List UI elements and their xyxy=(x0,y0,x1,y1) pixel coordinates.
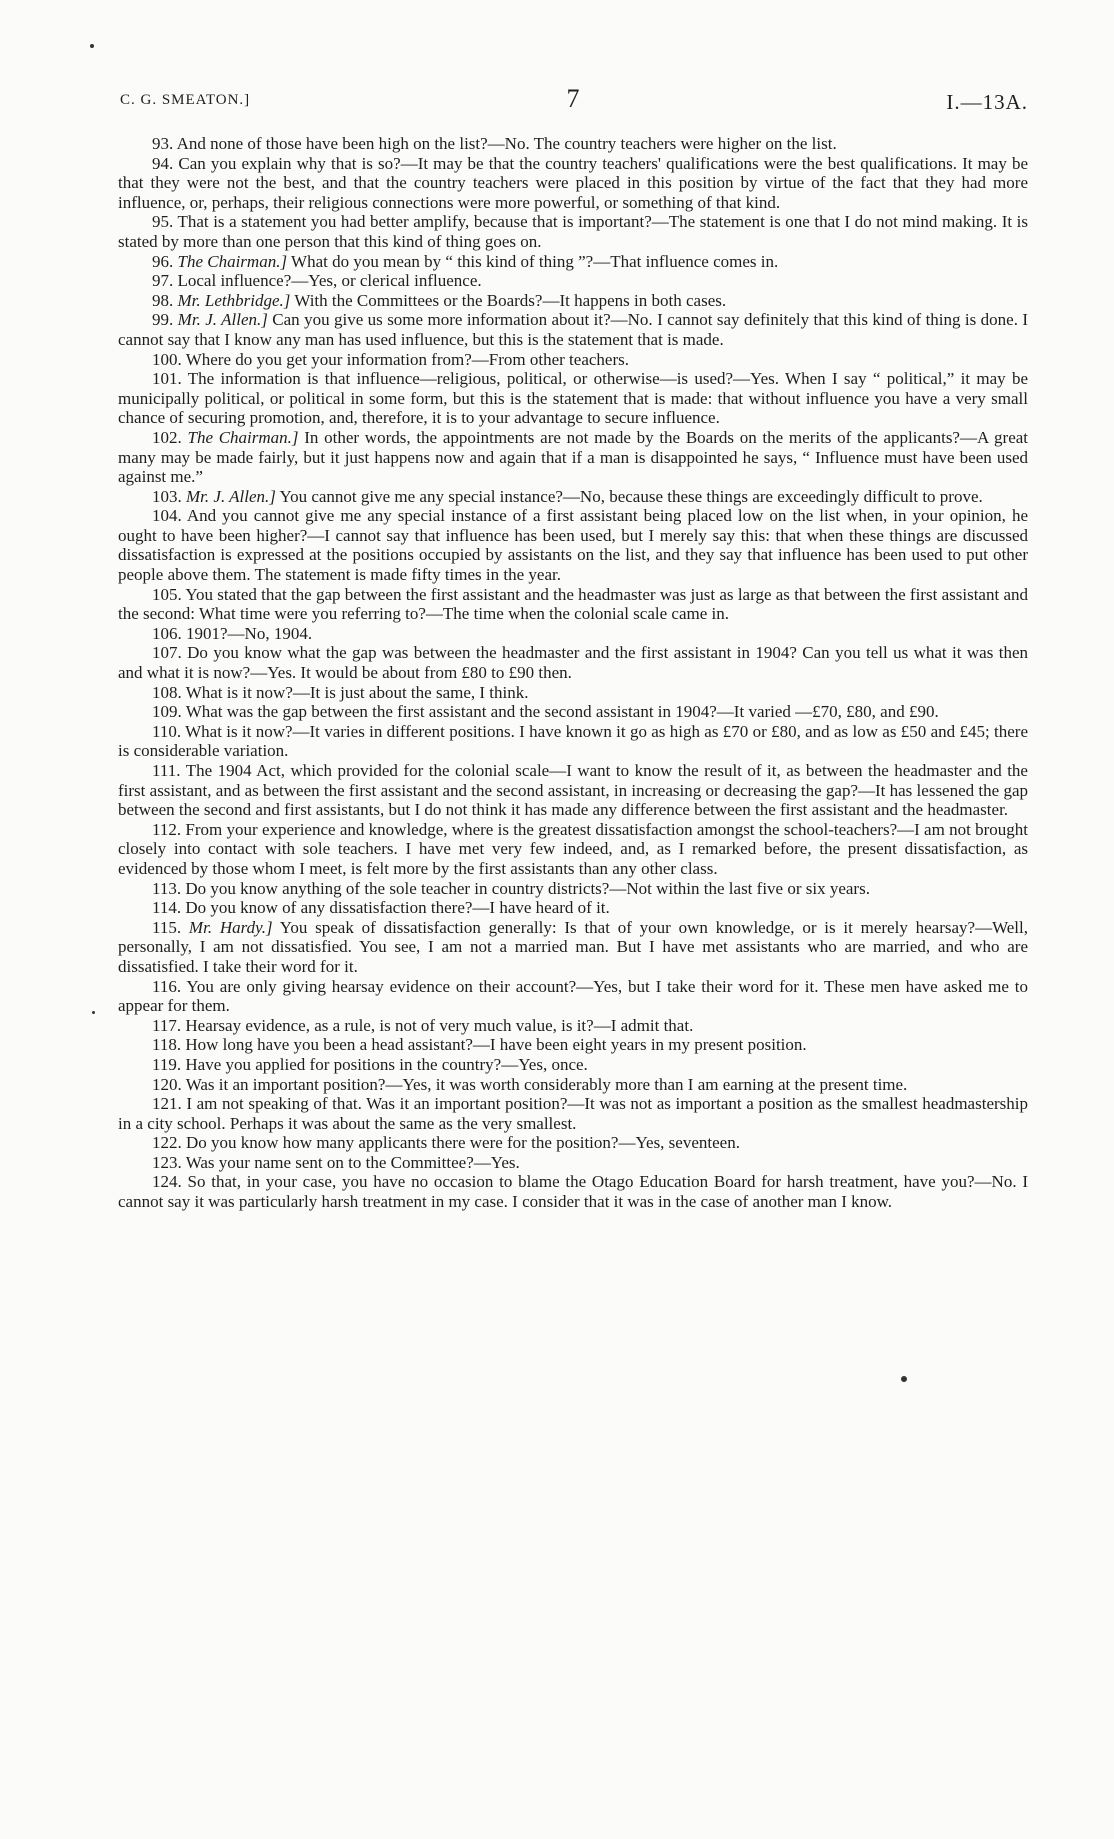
ink-speck xyxy=(90,44,94,48)
speaker-name: Mr. J. Allen.] xyxy=(186,486,276,506)
question-paragraph xyxy=(118,624,1028,644)
question-number: 124. xyxy=(152,1172,182,1192)
question-number: 95. xyxy=(152,212,174,232)
question-number: 99. xyxy=(152,310,174,330)
question-paragraph xyxy=(118,722,1028,761)
question-paragraph xyxy=(118,683,1028,703)
question-text: 1901?—No, 1904. xyxy=(186,623,313,643)
question-text: You stated that the gap between the first assistant and the headmaster was just as large as that between the first assistant and the second: What time were you referring to?—The time when the colonial scale came in. xyxy=(118,584,1029,624)
question-number: 108. xyxy=(152,682,182,702)
question-number: 120. xyxy=(152,1074,182,1094)
question-paragraph xyxy=(118,428,1028,487)
question-paragraph xyxy=(118,350,1028,370)
question-paragraph xyxy=(118,212,1028,251)
question-number: 119. xyxy=(152,1054,182,1074)
question-text: Do you know of any dissatisfaction there?—I have heard of it. xyxy=(185,898,610,918)
question-text: And none of those have been high on the list?—No. The country teachers were higher on the list. xyxy=(176,134,837,153)
question-paragraph xyxy=(118,1094,1028,1133)
question-paragraph xyxy=(118,1172,1028,1211)
question-paragraph xyxy=(118,820,1028,879)
question-number: 116. xyxy=(152,976,182,996)
question-paragraph xyxy=(118,506,1028,584)
question-text: Can you explain why that is so?—It may be that the country teachers' qualifications were the best qualifications. It may be that they were not the best, and that the country teachers were placed in this position by virtue of the fact that they had more influence, or, perhaps, their religious connections were more powerful, or something of that kind. xyxy=(118,153,1028,212)
question-text: The information is that influence—religious, political, or otherwise—is used?—Yes. When I say “ political,” it may be municipally political, or political in some form, but this is the statement that is made: that without influence you have a very small chance of securing promotion, and, therefore, it is to your advantage to secure influence. xyxy=(118,369,1028,428)
question-text: What is it now?—It is just about the same, I think. xyxy=(185,682,529,702)
question-text: Was it an important position?—Yes, it was worth considerably more than I am earning at the present time. xyxy=(185,1074,908,1094)
speaker-name: The Chairman.] xyxy=(187,427,299,447)
question-paragraph xyxy=(118,291,1028,311)
question-number: 103. xyxy=(152,486,182,506)
speaker-name: Mr. J. Allen.] xyxy=(177,310,268,330)
question-number: 117. xyxy=(152,1015,182,1035)
speaker-name: Mr. Hardy.] xyxy=(188,917,273,937)
question-number: 122. xyxy=(152,1133,182,1153)
question-paragraph xyxy=(118,1075,1028,1095)
question-number: 115. xyxy=(152,917,182,937)
question-number: 113. xyxy=(152,878,182,898)
question-text: Do you know how many applicants there were for the position?—Yes, seventeen. xyxy=(186,1133,740,1153)
question-paragraph xyxy=(118,252,1028,272)
question-paragraph xyxy=(118,585,1028,624)
question-text: And you cannot give me any special instance of a first assistant being placed low on the list when, in your opinion, he ought to have been higher?—I cannot say that influence has been used, but I merely say this: that when these things are discussed dissatisfaction is expressed at the positions occupied by assistants on the list, and they say that influence has been used to put other people above them. The statement is made fifty times in the year. xyxy=(118,506,1028,585)
question-paragraph xyxy=(118,271,1028,291)
question-text: Can you give us some more information about it?—No. I cannot say definitely that this kind of thing is done. I cannot say that I know any man has used influence, but this is the statement that is made. xyxy=(118,310,1029,349)
question-text: What do you mean by “ this kind of thing ”?—That influence comes in. xyxy=(291,251,779,271)
question-number: 118. xyxy=(152,1035,182,1055)
question-paragraph xyxy=(118,154,1028,213)
question-paragraph xyxy=(118,977,1028,1016)
document-reference: I.—13A. xyxy=(946,90,1028,114)
question-text: You are only giving hearsay evidence on their account?—Yes, but I take their word for it. These men have asked me to appear for them. xyxy=(118,976,1028,1016)
question-text: That is a statement you had better amplify, because that is important?—The statement is one that I do not mind making. It is stated by more than one person that this kind of thing goes on. xyxy=(118,212,1028,251)
question-text: You speak of dissatisfaction generally: Is that of your own knowledge, or is it merely hearsay?—Well, personally, I am not dissatisfied. You see, I am not a married man. But I have met assistants who are married, and who are dissatisfied. I take their word for it. xyxy=(118,917,1028,976)
question-number: 112. xyxy=(152,819,182,839)
question-paragraph xyxy=(118,1035,1028,1055)
question-text: Hearsay evidence, as a rule, is not of very much value, is it?—I admit that. xyxy=(185,1015,694,1035)
question-text: I am not speaking of that. Was it an important position?—It was not as important a position as the smallest headmastership in a city school. Perhaps it was about the same as the very smallest. xyxy=(118,1094,1028,1133)
question-text: How long have you been a head assistant?—I have been eight years in my present position. xyxy=(185,1035,807,1055)
question-paragraph xyxy=(118,1133,1028,1153)
ink-speck xyxy=(901,1376,907,1382)
question-text: Was your name sent on to the Committee?—Yes. xyxy=(185,1152,520,1172)
question-text: In other words, the appointments are not made by the Boards on the merits of the applicants?—A great many may be made fairly, but it just happens now and again that if a man is disappointed he says, “ Influence must have been used against me.” xyxy=(118,427,1029,487)
question-number: 94. xyxy=(152,153,174,173)
page-number: 7 xyxy=(566,84,580,113)
question-number: 100. xyxy=(152,349,182,369)
question-number: 111. xyxy=(152,761,181,780)
question-text: With the Committees or the Boards?—It happens in both cases. xyxy=(294,290,727,310)
speaker-name: Mr. Lethbridge.] xyxy=(177,290,291,310)
speaker-name: The Chairman.] xyxy=(177,251,288,271)
question-text: The 1904 Act, which provided for the colonial scale—I want to know the result of it, as between the headmaster and the first assistant, and as between the first assistant and the second assistant, in increasing or decreasing the gap?—It has lessened the gap between the second and first assistants, but I do not think it has made any difference between the first assistant and the headmaster. xyxy=(118,761,1028,820)
question-number: 98. xyxy=(152,290,174,310)
question-number: 110. xyxy=(152,721,182,741)
question-paragraph xyxy=(118,898,1028,918)
question-text: Local influence?—Yes, or clerical influence. xyxy=(177,271,482,291)
question-number: 106. xyxy=(152,623,182,643)
question-number: 121. xyxy=(152,1094,182,1114)
question-text: Do you know what the gap was between the headmaster and the first assistant in 1904? Can you tell us what it was then and what it is now?—Yes. It would be about from £80 to £90 then. xyxy=(118,643,1028,683)
evidence-text xyxy=(118,134,1028,1212)
question-number: 101. xyxy=(152,369,182,389)
question-text: You cannot give me any special instance?—No, because these things are exceedingly difficult to prove. xyxy=(279,486,983,506)
question-text: So that, in your case, you have no occasion to blame the Otago Education Board for harsh treatment, have you?—No. I cannot say it was particularly harsh treatment in my case. I consider that it was in the case of another man I know. xyxy=(118,1172,1029,1212)
question-paragraph xyxy=(118,369,1028,428)
question-number: 104. xyxy=(152,506,182,526)
question-number: 93. xyxy=(152,134,174,153)
question-number: 107. xyxy=(152,643,182,663)
question-number: 102. xyxy=(152,427,182,447)
question-number: 97. xyxy=(152,271,174,291)
question-paragraph xyxy=(118,761,1028,820)
ink-speck xyxy=(92,1011,95,1014)
question-paragraph xyxy=(118,643,1028,682)
question-text: Do you know anything of the sole teacher in country districts?—Not within the last five or six years. xyxy=(185,878,870,898)
question-paragraph xyxy=(118,1153,1028,1173)
question-text: From your experience and knowledge, where is the greatest dissatisfaction amongst the school-teachers?—I am not brought closely into contact with sole teachers. I have met very few indeed, and, as I remarked before, the present dissatisfaction, as evidenced by those whom I meet, is felt more by the first assistants than any other class. xyxy=(118,819,1028,878)
question-text: Where do you get your information from?—From other teachers. xyxy=(185,349,629,369)
question-text: Have you applied for positions in the country?—Yes, once. xyxy=(185,1054,588,1074)
question-number: 105. xyxy=(152,584,182,604)
question-paragraph xyxy=(118,918,1028,977)
page-header xyxy=(118,84,1028,134)
question-text: What is it now?—It varies in different positions. I have known it go as high as £70 or £80, and as low as £50 and £45; there is considerable variation. xyxy=(118,721,1028,761)
question-number: 114. xyxy=(152,898,182,918)
question-paragraph xyxy=(118,702,1028,722)
question-text: What was the gap between the first assistant and the second assistant in 1904?—It varied —£70, £80, and £90. xyxy=(185,702,939,722)
question-number: 96. xyxy=(152,251,174,271)
question-paragraph xyxy=(118,879,1028,899)
question-number: 109. xyxy=(152,702,182,722)
question-number: 123. xyxy=(152,1152,182,1172)
question-paragraph xyxy=(118,1055,1028,1075)
question-paragraph xyxy=(118,134,1028,154)
question-paragraph xyxy=(118,487,1028,507)
witness-name: C. G. SMEATON.] xyxy=(120,92,251,108)
question-paragraph xyxy=(118,1016,1028,1036)
question-paragraph xyxy=(118,310,1028,349)
